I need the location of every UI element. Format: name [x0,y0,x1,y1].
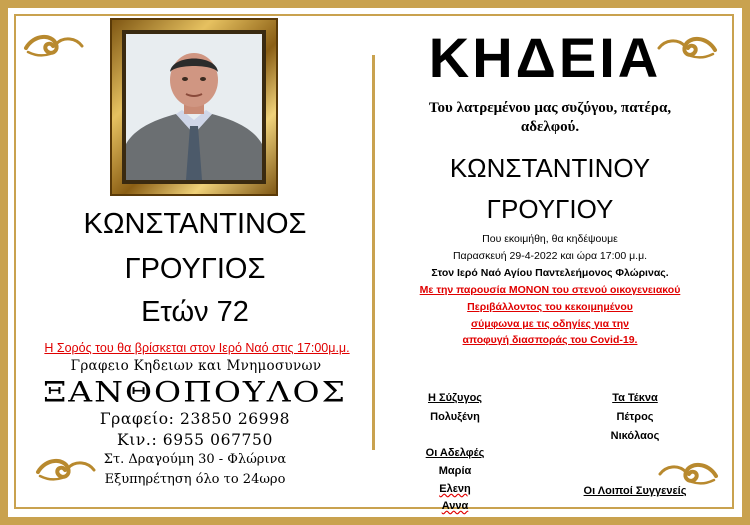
covid-notice-3: σύμφωνα με τις οδηγίες για την [471,318,629,330]
intro-line-1: Του λατρεμένου μας συζύγου, πατέρα, [428,100,672,116]
spouse-name: Πολυξένη [430,411,480,423]
child-name: Νικόλαος [610,430,660,442]
flourish-bottom-right-icon [656,458,720,488]
portrait-frame [110,18,278,196]
detail-line-2: Παρασκευή 29-4-2022 και ώρα 17:00 μ.μ. [452,250,648,262]
church-location: Στον Ιερό Ναό Αγίου Παντελεήμονος Φλώρινας. [431,267,669,279]
person-icon [126,34,262,180]
deceased-name-genitive-first: ΚΩΝΣΤΑΝΤΙΝΟΥ [449,153,651,183]
portrait-photo [126,34,262,180]
child-name: Πέτρος [616,411,654,423]
deceased-name-first: ΚΩΝΣΤΑΝΤΙΝΟΣ [83,208,307,240]
sibling-name: Ελενη [439,483,471,495]
funeral-office-name: ΞΑΝΘΟΠΟΥΛΟΣ [43,375,347,409]
office-phone: Γραφείο: 23850 26998 [99,410,291,428]
siblings-title: Οι Αδελφές [425,447,485,459]
spouse-title: Η Σύζυγος [427,392,483,404]
deceased-name-genitive-last: ΓΡΟΥΓΙΟΥ [486,194,614,224]
mobile-phone: Κιν.: 6955 067750 [117,431,273,449]
covid-notice-1: Με την παρουσία ΜΟΝΟΝ του στενού οικογενειακού [419,284,681,296]
service-hours: Εξυπηρέτηση όλο το 24ωρο [104,472,286,487]
intro-line-2: αδελφού. [520,119,580,135]
covid-notice-4: αποφυγή διασποράς του Covid-19. [462,334,638,346]
funeral-office-title: Γραφειο Κηδειων και Μνημοσυνων [70,358,322,374]
children-title: Τα Τέκνα [612,392,658,404]
flourish-top-left-icon [22,30,86,60]
deceased-name-last: ΓΡΟΥΓΙΟΣ [124,253,266,285]
viewing-notice: Η Σορός του θα βρίσκεται στον Ιερό Ναό στις 17:00μ.μ. [44,341,350,355]
covid-notice-2: Περιβάλλοντος του κεκοιμημένου [467,301,633,313]
sibling-name: Αννα [441,500,469,512]
vertical-divider [372,55,375,450]
deceased-age: Ετών 72 [141,296,249,328]
page-title: ΚΗΔΕΙΑ [428,26,662,89]
sibling-name: Μαρία [438,465,472,477]
relatives-title: Οι Λοιποί Συγγενείς [583,485,687,497]
office-address: Στ. Δραγούμη 30 - Φλώρινα [103,452,287,467]
detail-line-1: Που εκοιμήθη, θα κηδέψουμε [482,233,618,245]
